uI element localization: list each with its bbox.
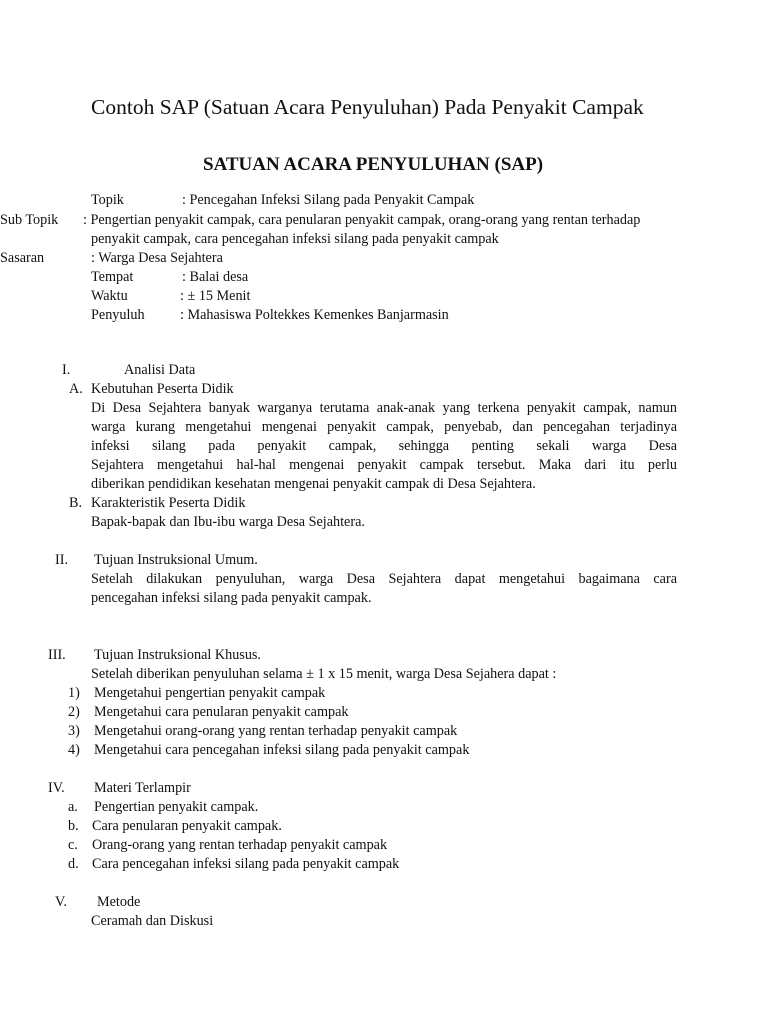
section-title: Metode: [97, 894, 141, 910]
sasaran-label: Sasaran: [0, 250, 45, 266]
list-item: Cara penularan penyakit campak.: [92, 818, 282, 834]
list-item: Mengetahui cara penularan penyakit campak: [94, 704, 349, 720]
penyuluh-label: Penyuluh: [91, 307, 145, 323]
paragraph-line: Ceramah dan Diskusi: [91, 913, 214, 929]
paragraph-line: Setelah dilakukan penyuluhan, warga Desa Sejahtera dapat mengetahui bagaimana cara: [91, 571, 677, 587]
paragraph-line: pencegahan infeksi silang pada penyakit campak.: [91, 590, 372, 606]
sasaran-value: : Warga Desa Sejahtera: [91, 250, 223, 266]
list-letter: c.: [68, 837, 78, 853]
section-number: II.: [55, 552, 68, 568]
paragraph-line: Bapak-bapak dan Ibu-ibu warga Desa Sejahtera.: [91, 514, 365, 530]
subsection-letter: B.: [69, 495, 83, 511]
list-letter: b.: [68, 818, 79, 834]
list-number: 4): [68, 742, 80, 758]
list-item: Mengetahui pengertian penyakit campak: [94, 685, 326, 701]
section-number: I.: [62, 362, 71, 378]
list-number: 2): [68, 704, 80, 720]
section-number: V.: [55, 894, 67, 910]
subtopik-label: Sub Topik: [0, 212, 59, 228]
section-number: IV.: [48, 780, 65, 796]
list-item: Cara pencegahan infeksi silang pada penyakit campak: [92, 856, 400, 872]
subsection-title: Karakteristik Peserta Didik: [91, 495, 246, 511]
section-title: Materi Terlampir: [94, 780, 191, 796]
paragraph-line: warga kurang mengetahui mengenai penyakit campak, penyebab, dan pencegahan terjadinya: [91, 419, 677, 435]
section-title: Analisi Data: [124, 362, 196, 378]
paragraph-line: diberikan pendidikan kesehatan mengenai penyakit campak di Desa Sejahtera.: [91, 476, 536, 492]
list-number: 3): [68, 723, 80, 739]
waktu-label: Waktu: [91, 288, 128, 304]
penyuluh-value: : Mahasiswa Poltekkes Kemenkes Banjarmasin: [180, 307, 449, 323]
list-item: Mengetahui orang-orang yang rentan terhadap penyakit campak: [94, 723, 458, 739]
subtopik-value-line2: penyakit campak, cara pencegahan infeksi silang pada penyakit campak: [91, 231, 499, 247]
tempat-label: Tempat: [91, 269, 134, 285]
subsection-letter: A.: [69, 381, 83, 397]
topik-value: : Pencegahan Infeksi Silang pada Penyakit Campak: [182, 192, 475, 208]
tempat-value: : Balai desa: [182, 269, 249, 285]
sap-heading: SATUAN ACARA PENYULUHAN (SAP): [203, 154, 544, 175]
list-item: Orang-orang yang rentan terhadap penyakit campak: [92, 837, 388, 853]
paragraph-line: Setelah diberikan penyuluhan selama ± 1 x 15 menit, warga Desa Sejahera dapat :: [91, 666, 557, 682]
paragraph-line: Sejahtera mengetahui hal-hal mengenai penyakit campak tersebut. Maka dari itu perlu: [91, 457, 677, 473]
list-letter: a.: [68, 799, 78, 815]
section-number: III.: [48, 647, 66, 663]
list-item: Mengetahui cara pencegahan infeksi silang pada penyakit campak: [94, 742, 470, 758]
list-item: Pengertian penyakit campak.: [94, 799, 259, 815]
section-title: Tujuan Instruksional Khusus.: [94, 647, 261, 663]
document-title: Contoh SAP (Satuan Acara Penyuluhan) Pada Penyakit Campak: [91, 95, 644, 119]
subsection-title: Kebutuhan Peserta Didik: [91, 381, 234, 397]
waktu-value: : ± 15 Menit: [180, 288, 251, 304]
paragraph-line: Di Desa Sejahtera banyak warganya terutama anak-anak yang terkena penyakit campak, namun: [91, 400, 677, 416]
paragraph-line: infeksi silang pada penyakit campak, sehingga penting sekali warga Desa: [91, 438, 677, 454]
topik-label: Topik: [91, 192, 124, 208]
list-number: 1): [68, 685, 80, 701]
list-letter: d.: [68, 856, 79, 872]
section-title: Tujuan Instruksional Umum.: [94, 552, 258, 568]
subtopik-value-line1: : Pengertian penyakit campak, cara penularan penyakit campak, orang-orang yang rentan terhadap: [83, 212, 641, 228]
